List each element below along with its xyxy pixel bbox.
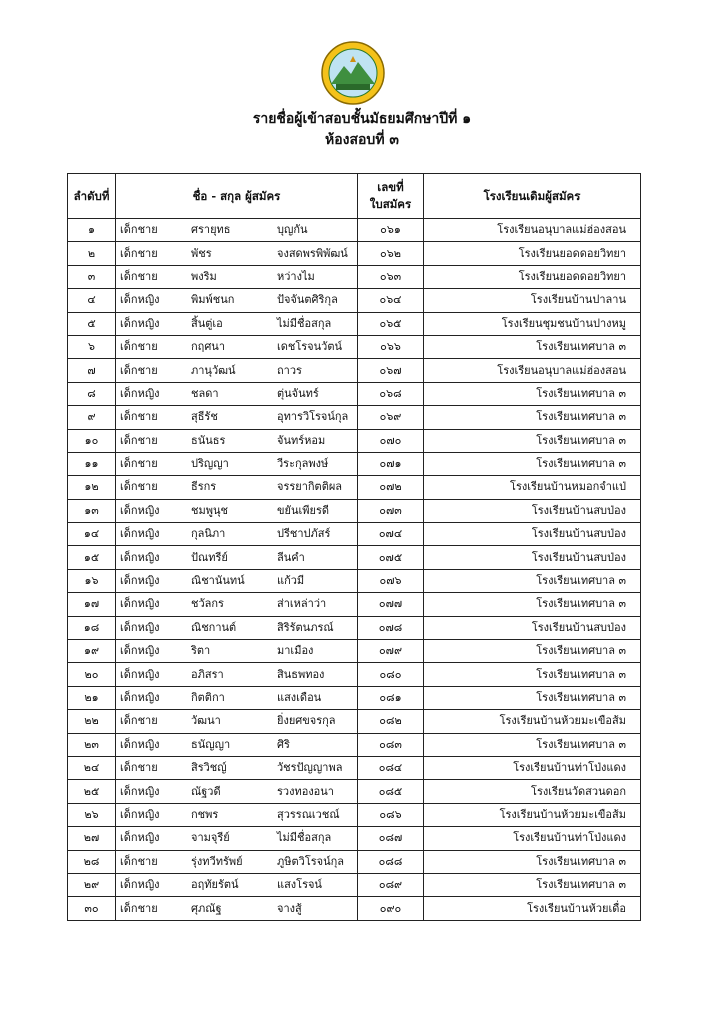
previous-school: โรงเรียนบ้านปาลาน bbox=[424, 289, 641, 312]
applicant-name bbox=[116, 593, 358, 616]
last-name: ตุ่นจันทร์ bbox=[277, 386, 319, 400]
name-prefix: เด็กหญิง bbox=[120, 503, 160, 517]
previous-school: โรงเรียนบ้านห้วยมะเขือส้ม bbox=[424, 710, 641, 733]
application-number: ๐๗๐ bbox=[358, 429, 424, 452]
name-prefix: เด็กชาย bbox=[120, 223, 158, 237]
first-name: พิมพ์ชนก bbox=[191, 293, 235, 307]
previous-school: โรงเรียนบ้านท่าโป่งแดง bbox=[424, 756, 641, 779]
name-prefix: เด็กหญิง bbox=[120, 644, 160, 658]
first-name: กชพร bbox=[191, 807, 219, 821]
row-number: ๒๘ bbox=[68, 850, 116, 873]
row-number: ๕ bbox=[68, 312, 116, 335]
row-number: ๑ bbox=[68, 219, 116, 242]
applicant-name bbox=[116, 827, 358, 850]
table-row bbox=[68, 406, 641, 429]
name-prefix: เด็กหญิง bbox=[120, 831, 160, 845]
applicant-name bbox=[116, 289, 358, 312]
table-row bbox=[68, 780, 641, 803]
last-name: แสงโรจน์ bbox=[277, 878, 322, 892]
previous-school: โรงเรียนเทศบาล ๓ bbox=[424, 733, 641, 756]
last-name: วีระกุลพงษ์ bbox=[277, 457, 329, 471]
row-number: ๓ bbox=[68, 265, 116, 288]
application-number: ๐๗๙ bbox=[358, 640, 424, 663]
row-number: ๒๑ bbox=[68, 686, 116, 709]
first-name: สุธีรัช bbox=[191, 410, 218, 424]
previous-school: โรงเรียนอนุบาลแม่ฮ่องสอน bbox=[424, 219, 641, 242]
name-prefix: เด็กชาย bbox=[120, 714, 158, 728]
row-number: ๑๘ bbox=[68, 616, 116, 639]
header-name: ชื่อ - สกุล ผู้สมัคร bbox=[116, 174, 358, 219]
previous-school: โรงเรียนเทศบาล ๓ bbox=[424, 873, 641, 896]
application-number: ๐๖๑ bbox=[358, 219, 424, 242]
last-name: ไม่มีชื่อสกุล bbox=[277, 316, 332, 330]
last-name: สินธพทอง bbox=[277, 667, 325, 681]
applicant-name bbox=[116, 312, 358, 335]
row-number: ๒๖ bbox=[68, 803, 116, 826]
previous-school: โรงเรียนเทศบาล ๓ bbox=[424, 406, 641, 429]
row-number: ๗ bbox=[68, 359, 116, 382]
table-row bbox=[68, 312, 641, 335]
first-name: สิ้นตู่เอ bbox=[191, 316, 223, 330]
last-name: จันทร์หอม bbox=[277, 433, 326, 447]
previous-school: โรงเรียนวัดสวนดอก bbox=[424, 780, 641, 803]
first-name: ศุภณัฐ bbox=[191, 901, 222, 915]
last-name: เดชโรจนวัตน์ bbox=[277, 340, 342, 354]
applicant-name bbox=[116, 406, 358, 429]
applicant-name bbox=[116, 897, 358, 920]
header-app-no bbox=[358, 174, 424, 219]
first-name: ธนัญญา bbox=[191, 737, 231, 751]
previous-school: โรงเรียนบ้านห้วยเดื่อ bbox=[424, 897, 641, 920]
name-prefix: เด็กชาย bbox=[120, 854, 158, 868]
last-name: แสงเดือน bbox=[277, 691, 322, 704]
page-subtitle: ห้องสอบที่ ๓ bbox=[325, 132, 399, 148]
table-row bbox=[68, 873, 641, 896]
applicant-name bbox=[116, 780, 358, 803]
last-name: บุญกัน bbox=[277, 223, 308, 237]
last-name: ลีนคำ bbox=[277, 550, 305, 564]
name-prefix: เด็กหญิง bbox=[120, 597, 160, 611]
application-number: ๐๘๘ bbox=[358, 850, 424, 873]
table-row bbox=[68, 335, 641, 358]
table-row bbox=[68, 803, 641, 826]
name-prefix: เด็กหญิง bbox=[120, 667, 160, 681]
previous-school: โรงเรียนเทศบาล ๓ bbox=[424, 382, 641, 405]
first-name: ชวัลกร bbox=[191, 597, 224, 611]
applicant-name bbox=[116, 359, 358, 382]
table-row bbox=[68, 710, 641, 733]
application-number: ๐๗๑ bbox=[358, 452, 424, 475]
application-number: ๐๖๓ bbox=[358, 265, 424, 288]
application-number: ๐๗๕ bbox=[358, 546, 424, 569]
application-number: ๐๘๓ bbox=[358, 733, 424, 756]
name-prefix: เด็กชาย bbox=[120, 363, 158, 377]
applicant-name bbox=[116, 710, 358, 733]
applicant-name bbox=[116, 733, 358, 756]
last-name: ขยันเพียรดี bbox=[277, 503, 329, 517]
row-number: ๔ bbox=[68, 289, 116, 312]
previous-school: โรงเรียนยอดดอยวิทยา bbox=[424, 242, 641, 265]
first-name: กุลนิภา bbox=[191, 527, 226, 541]
row-number: ๑๖ bbox=[68, 569, 116, 592]
table-row bbox=[68, 382, 641, 405]
table-row bbox=[68, 593, 641, 616]
applicant-name bbox=[116, 616, 358, 639]
applicant-name bbox=[116, 640, 358, 663]
application-number: ๐๖๘ bbox=[358, 382, 424, 405]
application-number: ๐๙๐ bbox=[358, 897, 424, 920]
previous-school: โรงเรียนบ้านสบป่อง bbox=[424, 499, 641, 522]
applicant-name bbox=[116, 523, 358, 546]
previous-school: โรงเรียนเทศบาล ๓ bbox=[424, 569, 641, 592]
row-number: ๑๕ bbox=[68, 546, 116, 569]
table-row bbox=[68, 663, 641, 686]
applicant-name bbox=[116, 265, 358, 288]
first-name: กฤศนา bbox=[191, 340, 225, 354]
applicant-name bbox=[116, 335, 358, 358]
name-prefix: เด็กหญิง bbox=[120, 691, 160, 704]
application-number: ๐๖๗ bbox=[358, 359, 424, 382]
table-row bbox=[68, 452, 641, 475]
table-row bbox=[68, 850, 641, 873]
application-number: ๐๘๗ bbox=[358, 827, 424, 850]
table-row bbox=[68, 569, 641, 592]
applicant-table bbox=[67, 173, 641, 921]
table-row bbox=[68, 523, 641, 546]
previous-school: โรงเรียนเทศบาล ๓ bbox=[424, 593, 641, 616]
row-number: ๑๐ bbox=[68, 429, 116, 452]
first-name: ปัณทรีย์ bbox=[191, 550, 228, 564]
row-number: ๒๓ bbox=[68, 733, 116, 756]
application-number: ๐๗๔ bbox=[358, 523, 424, 546]
last-name: ภูษิตวิโรจน์กุล bbox=[277, 854, 345, 868]
last-name: แก้วมี bbox=[277, 574, 305, 588]
first-name: ชลดา bbox=[191, 386, 219, 400]
row-number: ๑๙ bbox=[68, 640, 116, 663]
first-name: ณัฐวดี bbox=[191, 784, 221, 798]
table-header-row bbox=[68, 174, 641, 219]
name-prefix: เด็กหญิง bbox=[120, 620, 160, 634]
name-prefix: เด็กหญิง bbox=[120, 784, 160, 798]
application-number: ๐๘๖ bbox=[358, 803, 424, 826]
applicant-name bbox=[116, 382, 358, 405]
name-prefix: เด็กชาย bbox=[120, 269, 158, 283]
application-number: ๐๖๕ bbox=[358, 312, 424, 335]
table-row bbox=[68, 640, 641, 663]
previous-school: โรงเรียนเทศบาล ๓ bbox=[424, 663, 641, 686]
application-number: ๐๘๐ bbox=[358, 663, 424, 686]
first-name: วัฒนา bbox=[191, 714, 221, 728]
name-prefix: เด็กชาย bbox=[120, 901, 158, 915]
application-number: ๐๗๘ bbox=[358, 616, 424, 639]
last-name: สิริรัตนภรณ์ bbox=[277, 620, 334, 634]
application-number: ๐๖๒ bbox=[358, 242, 424, 265]
first-name: ณิชานันทน์ bbox=[191, 574, 245, 588]
last-name: มาเมือง bbox=[277, 644, 314, 658]
name-prefix: เด็กหญิง bbox=[120, 550, 160, 564]
row-number: ๒๒ bbox=[68, 710, 116, 733]
row-number: ๙ bbox=[68, 406, 116, 429]
table-row bbox=[68, 616, 641, 639]
last-name: อุทารวิโรจน์กุล bbox=[277, 410, 349, 424]
applicant-name bbox=[116, 803, 358, 826]
applicant-name bbox=[116, 850, 358, 873]
last-name: หว่างไม bbox=[277, 269, 315, 283]
name-prefix: เด็กหญิง bbox=[120, 386, 160, 400]
first-name: พัชร bbox=[191, 246, 212, 260]
row-number: ๒๐ bbox=[68, 663, 116, 686]
name-prefix: เด็กหญิง bbox=[120, 737, 160, 751]
table-row bbox=[68, 546, 641, 569]
name-prefix: เด็กหญิง bbox=[120, 574, 160, 588]
header-school: โรงเรียนเดิมผู้สมัคร bbox=[424, 174, 641, 219]
name-prefix: เด็กชาย bbox=[120, 480, 158, 494]
row-number: ๑๓ bbox=[68, 499, 116, 522]
previous-school: โรงเรียนบ้านสบป่อง bbox=[424, 546, 641, 569]
application-number: ๐๘๙ bbox=[358, 873, 424, 896]
page-title: รายชื่อผู้เข้าสอบชั้นมัธยมศึกษาปีที่ ๑ bbox=[252, 111, 472, 127]
first-name: รุ่งทวีทรัพย์ bbox=[191, 854, 243, 868]
previous-school: โรงเรียนยอดดอยวิทยา bbox=[424, 265, 641, 288]
name-prefix: เด็กชาย bbox=[120, 340, 158, 354]
first-name: สิรวิชญ์ bbox=[191, 761, 227, 775]
last-name: ถาวร bbox=[277, 363, 302, 377]
table-row bbox=[68, 499, 641, 522]
name-prefix: เด็กหญิง bbox=[120, 316, 160, 330]
first-name: พงริม bbox=[191, 269, 217, 283]
table-row bbox=[68, 897, 641, 920]
last-name: จงสดพรพิพัฒน์ bbox=[277, 246, 348, 260]
row-number: ๒ bbox=[68, 242, 116, 265]
school-logo bbox=[320, 40, 386, 106]
row-number: ๑๗ bbox=[68, 593, 116, 616]
table-row bbox=[68, 242, 641, 265]
applicant-name bbox=[116, 476, 358, 499]
previous-school: โรงเรียนอนุบาลแม่ฮ่องสอน bbox=[424, 359, 641, 382]
previous-school: โรงเรียนเทศบาล ๓ bbox=[424, 429, 641, 452]
application-number: ๐๘๒ bbox=[358, 710, 424, 733]
last-name: ยิ่งยศขจรกุล bbox=[277, 714, 336, 728]
row-number: ๒๕ bbox=[68, 780, 116, 803]
name-prefix: เด็กชาย bbox=[120, 761, 158, 775]
applicant-name bbox=[116, 663, 358, 686]
application-number: ๐๖๖ bbox=[358, 335, 424, 358]
table-row bbox=[68, 756, 641, 779]
previous-school: โรงเรียนบ้านห้วยมะเขือส้ม bbox=[424, 803, 641, 826]
name-prefix: เด็กหญิง bbox=[120, 878, 160, 892]
applicant-name bbox=[116, 242, 358, 265]
first-name: ภานุวัฒน์ bbox=[191, 363, 236, 377]
previous-school: โรงเรียนบ้านสบป่อง bbox=[424, 523, 641, 546]
last-name: รวงทองอนา bbox=[277, 784, 334, 798]
row-number: ๑๑ bbox=[68, 452, 116, 475]
application-number: ๐๗๗ bbox=[358, 593, 424, 616]
last-name: จรรยากิตติผล bbox=[277, 480, 343, 494]
row-number: ๑๔ bbox=[68, 523, 116, 546]
first-name: ริตา bbox=[191, 644, 211, 658]
row-number: ๒๙ bbox=[68, 873, 116, 896]
row-number: ๒๗ bbox=[68, 827, 116, 850]
table-row bbox=[68, 476, 641, 499]
first-name: ธนันธร bbox=[191, 433, 226, 447]
table-row bbox=[68, 359, 641, 382]
name-prefix: เด็กชาย bbox=[120, 246, 158, 260]
last-name: สุวรรณเวชณ์ bbox=[277, 807, 340, 821]
first-name: ชมพูนุช bbox=[191, 503, 228, 517]
name-prefix: เด็กหญิง bbox=[120, 527, 160, 541]
first-name: กิตติกา bbox=[191, 691, 225, 704]
application-number: ๐๗๓ bbox=[358, 499, 424, 522]
previous-school: โรงเรียนบ้านหมอกจำแป่ bbox=[424, 476, 641, 499]
header-no: ลำดับที่ bbox=[68, 174, 116, 219]
application-number: ๐๖๙ bbox=[358, 406, 424, 429]
name-prefix: เด็กหญิง bbox=[120, 807, 160, 821]
row-number: ๖ bbox=[68, 335, 116, 358]
first-name: ศรายุทธ bbox=[191, 223, 231, 237]
applicant-name bbox=[116, 499, 358, 522]
first-name: ธีรกร bbox=[191, 480, 217, 494]
first-name: ณิชกานต์ bbox=[191, 620, 237, 634]
applicant-name bbox=[116, 219, 358, 242]
last-name: วัชรปัญญาพล bbox=[277, 761, 343, 775]
applicant-name bbox=[116, 569, 358, 592]
last-name: จางสู้ bbox=[277, 901, 302, 915]
previous-school: โรงเรียนเทศบาล ๓ bbox=[424, 686, 641, 709]
application-number: ๐๗๒ bbox=[358, 476, 424, 499]
header-app-line1: เลขที่ bbox=[377, 180, 404, 194]
applicant-name bbox=[116, 873, 358, 896]
previous-school: โรงเรียนเทศบาล ๓ bbox=[424, 452, 641, 475]
table-row bbox=[68, 827, 641, 850]
last-name: ปัจจันตศิริกุล bbox=[277, 293, 338, 307]
first-name: อภิสรา bbox=[191, 667, 224, 681]
last-name: ไม่มีชื่อสกุล bbox=[277, 831, 332, 845]
previous-school: โรงเรียนเทศบาล ๓ bbox=[424, 850, 641, 873]
application-number: ๐๖๔ bbox=[358, 289, 424, 312]
previous-school: โรงเรียนบ้านท่าโป่งแดง bbox=[424, 827, 641, 850]
first-name: จามจุรีย์ bbox=[191, 831, 230, 845]
applicant-name bbox=[116, 452, 358, 475]
row-number: ๑๒ bbox=[68, 476, 116, 499]
last-name: ปรีชาปภัสร์ bbox=[277, 527, 331, 541]
applicant-name bbox=[116, 546, 358, 569]
name-prefix: เด็กชาย bbox=[120, 457, 158, 471]
application-number: ๐๗๖ bbox=[358, 569, 424, 592]
last-name: ศิริ bbox=[277, 737, 290, 751]
table-row bbox=[68, 265, 641, 288]
table-row bbox=[68, 429, 641, 452]
previous-school: โรงเรียนเทศบาล ๓ bbox=[424, 640, 641, 663]
table-row bbox=[68, 686, 641, 709]
application-number: ๐๘๑ bbox=[358, 686, 424, 709]
name-prefix: เด็กหญิง bbox=[120, 293, 160, 307]
table-row bbox=[68, 733, 641, 756]
applicant-name bbox=[116, 756, 358, 779]
last-name: ส่าเหล่าว่า bbox=[277, 597, 327, 611]
application-number: ๐๘๕ bbox=[358, 780, 424, 803]
previous-school: โรงเรียนเทศบาล ๓ bbox=[424, 335, 641, 358]
header-app-line2: ใบสมัคร bbox=[369, 197, 412, 211]
table-row bbox=[68, 219, 641, 242]
row-number: ๒๔ bbox=[68, 756, 116, 779]
application-number: ๐๘๔ bbox=[358, 756, 424, 779]
previous-school: โรงเรียนชุมชนบ้านปางหมู bbox=[424, 312, 641, 335]
row-number: ๘ bbox=[68, 382, 116, 405]
previous-school: โรงเรียนบ้านสบป่อง bbox=[424, 616, 641, 639]
applicant-name bbox=[116, 686, 358, 709]
name-prefix: เด็กชาย bbox=[120, 433, 158, 447]
first-name: ปริญญา bbox=[191, 457, 229, 471]
first-name: อฤทัยรัตน์ bbox=[191, 878, 239, 892]
name-prefix: เด็กชาย bbox=[120, 410, 158, 424]
table-row bbox=[68, 289, 641, 312]
row-number: ๓๐ bbox=[68, 897, 116, 920]
applicant-name bbox=[116, 429, 358, 452]
